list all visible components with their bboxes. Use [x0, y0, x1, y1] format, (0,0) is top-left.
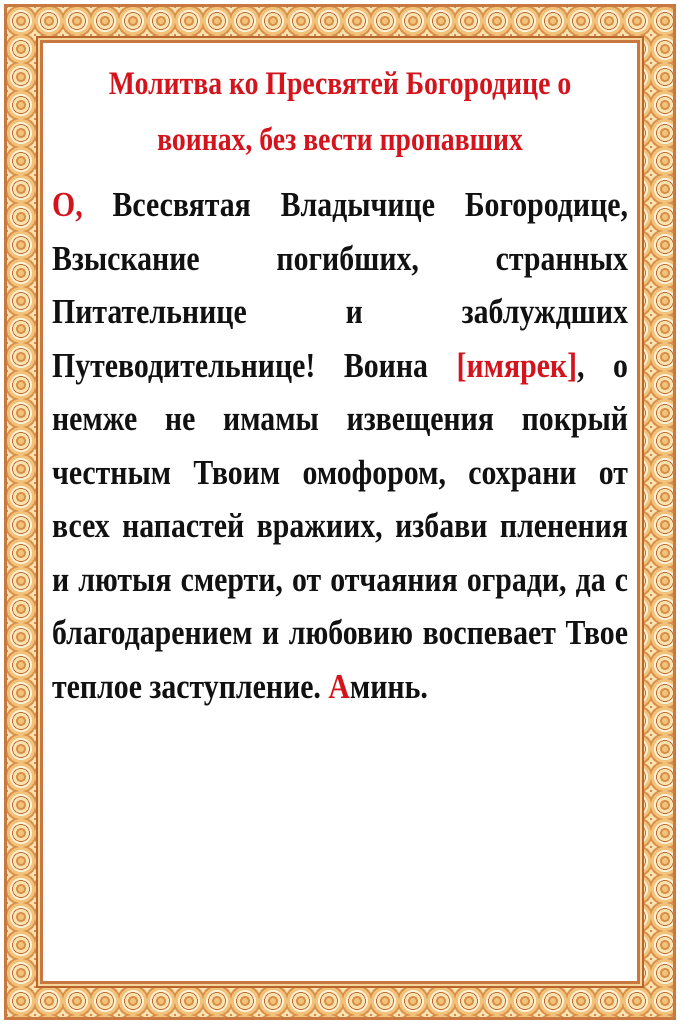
document-content — [52, 52, 628, 972]
prayer-opening: О, — [52, 185, 83, 224]
amen-rest: минь. — [349, 666, 428, 706]
prayer-text-part2: , о немже не имамы извещения покрый честным Твоим омофором, сохрани от всех напастей вражиих, избави пленения и лютыя смерти, от отчаяния огради, да с благодарением и любовию воспевает Твое теплое заступление. — [52, 345, 628, 706]
prayer-text — [52, 178, 628, 713]
name-placeholder: [имярек] — [456, 345, 578, 385]
prayer-title: Молитва ко Пресвятей Богородице о воинах, без вести пропавших — [108, 66, 572, 158]
amen-initial: А — [328, 666, 350, 706]
prayer-text-part1: Всесвятая Владычице Богородице, Взыскание погибших, странных Питательнице и заблуждших Путеводительнице! Воина — [52, 185, 628, 385]
